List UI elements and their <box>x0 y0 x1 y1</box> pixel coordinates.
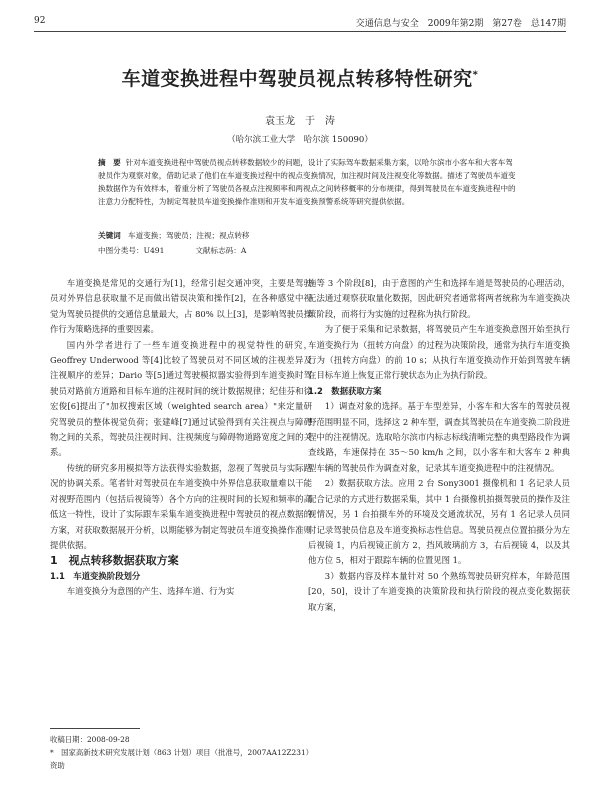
section-heading-1: 1 视点转移数据获取方案 <box>50 554 179 568</box>
clc-value: U491 <box>143 246 165 255</box>
paragraph: 施等 3 个阶段[8]，由于意图的产生和选择车道是驾驶员的心理活动，无法通过观察获取量化数据，因此研究者通常将两者统称为车道变换决策阶段，而将行为实施的过程称为执行阶段。 <box>308 278 570 319</box>
footnote-rule <box>50 728 140 729</box>
paragraph: 2）数据获取方法。应用 2 台 Sony3001 摄像机和 1 名记录人员配合记录的方式进行数据采集，其中 1 台摄像机拍摄驾驶员的操作及注视情况，另 1 台拍摄车外的环境及交通流状况，另有 1 名记录人员同时记录驾驶员信息及车道变换标志性信息。驾驶员视点位置拍摄分为左后视镜 1，内后视镜正前方 2，挡风玻璃前方 3，右后视镜 4，以及其他方位 5，相对于跟踪车辆的位置见图 1。 <box>308 478 570 566</box>
paragraph: 3）数据内容及样本量针对 50 个熟练驾驶员研究样本，年龄范围[20，50]，设计了车道变换的决策阶段和执行阶段的视点变化数据获取方案， <box>308 570 570 612</box>
received-date: 收稿日期：2008-09-28 <box>50 735 130 744</box>
classification <box>98 245 518 256</box>
paragraph: 为了便于采集和记录数据，将驾驶员产生车道变换意图开始至执行车道变换行为（扭转方向盘）的过程为决策阶段，通常为执行车道变换行为（扭转方向盘）的前 10 s；从执行车道变换动作开始到驾驶车辆在目标车道上恢复正常行驶状态为止为执行阶段。 <box>308 324 570 381</box>
right-column <box>308 276 570 615</box>
footnotes <box>50 728 312 772</box>
journal-info: 交通信息与安全 2009年第2期 第27卷 总147期 <box>355 19 566 29</box>
title-footnote-mark: * <box>472 69 479 81</box>
page-number: 92 <box>34 16 46 26</box>
paragraph: 车道变换分为意图的产生、选择车道、行为实 <box>66 586 235 597</box>
running-header <box>34 14 566 30</box>
title-text: 车道变换进程中驾驶员视点转移特性研究 <box>121 68 473 90</box>
left-column <box>50 276 312 600</box>
abstract <box>98 156 518 208</box>
authors: 袁玉龙 于 涛 <box>265 116 335 127</box>
keywords-text: 车道变换；驾驶员；注视；视点转移 <box>128 231 250 240</box>
clc-label: 中图分类号： <box>98 246 144 255</box>
header-rule <box>34 31 566 32</box>
subsection-heading-1-2: 1.2 数据获取方案 <box>308 385 382 396</box>
keywords-label: 关键词 <box>98 231 121 240</box>
subsection-heading-1-1: 1.1 车道变换阶段划分 <box>50 570 141 581</box>
fund-note: * 国家高新技术研究发展计划（863 计划）项目（批准号，2007AA12Z231）资助 <box>50 748 310 770</box>
paper-title <box>0 64 600 91</box>
affiliation: （哈尔滨工业大学 哈尔滨 150090） <box>227 135 373 145</box>
doc-code-label: 文献标志码： <box>195 246 241 255</box>
keywords <box>98 230 518 241</box>
abstract-label: 摘 要 <box>98 158 121 167</box>
abstract-text: 针对车道变换进程中驾驶员视点转移数据较少的问题，设计了实际驾车数据采集方案，以哈尔滨市小客车和大客车驾驶员作为观察对象，借助记录了他们在车道变换过程中的视点变换情况，加注视时间及注视变化等数据。描述了驾驶员车道变换数据作为有效样本，着重分析了驾驶员各视点注视频率和两视点之间转移概率的分布规律，得到驾驶员在车道变换进程中的注意力分配特性，为制定驾驶员车道变换操作准则和开发车道变换预警系统等研究提供依据。 <box>98 158 516 206</box>
paragraph: 车道变换是常见的交通行为[1]，经常引起交通冲突，主要是驾驶员对外界信息获取量不足而做出错误决策和操作[2]，在各种感觉中视觉为驾驶员提供的交通信息量最大，占 80% 以上[3]，是影响驾驶员操作行为策略选择的重要因素。 <box>50 278 312 335</box>
paragraph: 传统的研究多用模拟等方法获得实验数据，忽视了驾驶员与实际路况的协调关系。笔者针对驾驶员在车道变换中外界信息获取量难以干能对视野范围内（包括后视镜等）各个方向的注视时间的长短和频率的高低这一特性，设计了实际跟车采集车道变换进程中驾驶员的视点数据的方案，对获取数据展开分析，以期能够为制定驾驶员车道变换操作准则提供依据。 <box>50 462 312 550</box>
paragraph: 国内外学者进行了一些车道变换进程中的视觉特性的研究，Geoffrey Underwood 等[4]比较了驾驶员对不同区域的注视差异及注视顺序的差异；Dario 等[5]通过驾驶模拟器实验得到车道变换时驾驶员对路前方道路和目标车道的注视时间的统计数据规律；纪佳芬和徐宏俊[6]提出了"加权搜索区域（weighted search area）"来定量研究驾驶员的整体视觉负荷；张建峰[7]通过试验得到有关注视点与障碍物之间的关系，驾驶员注视时间、注视频度与障碍物道路宽度之间的关系。 <box>50 339 312 458</box>
doc-code-value: A <box>240 246 247 255</box>
paragraph: 1）调查对象的选择。基于车型差异，小客车和大客车的驾驶员视野范围明显不同，选择这 2 种车型，调查其驾驶员在车道变换二阶段进程中的注视情况。选取哈尔滨市内标志标线清晰完整的典型路段作为调查线路，车速保持在 35～50 km/h 之间，以小客车和大客车 2 种典型车辆的驾驶员作为调查对象，记录其车道变换进程中的注视情况。 <box>308 401 570 473</box>
